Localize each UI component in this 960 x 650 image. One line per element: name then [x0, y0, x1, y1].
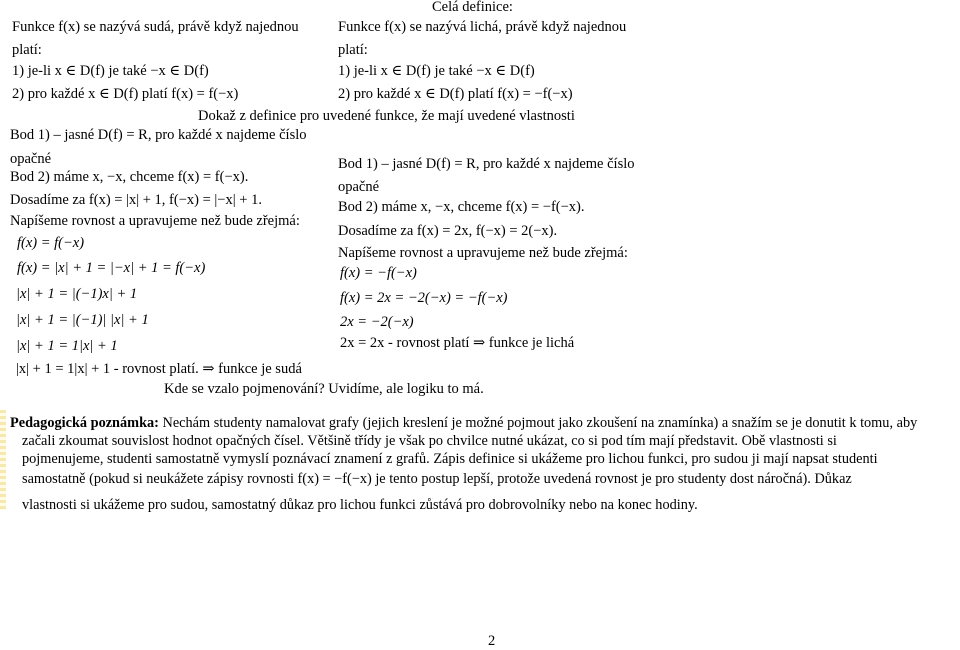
even-def-line1: Funkce f(x) se nazývá sudá, právě když najednou [12, 19, 299, 35]
even-eq4: |x| + 1 = |(−1)| |x| + 1 [16, 312, 149, 328]
odd-def-line1: Funkce f(x) se nazývá lichá, právě když najednou [338, 19, 627, 35]
note-line4: samostatně (pokud si neukážete zápisy rovnosti f(x) = −f(−x) je tento postup lepší, protože uvedená rovnost je pro studenty dost náročná). Důkaz [22, 471, 852, 487]
note-margin-bar [0, 410, 6, 510]
odd-def-line2: platí: [338, 42, 368, 58]
odd-eq3: 2x = −2(−x) [340, 314, 414, 330]
even-dosadime: Dosadíme za f(x) = |x| + 1, f(−x) = |−x| + 1. [10, 192, 262, 208]
even-eq5: |x| + 1 = 1|x| + 1 [16, 338, 118, 354]
note-label: Pedagogická poznámka: [10, 415, 159, 431]
even-eq3: |x| + 1 = |(−1)x| + 1 [16, 286, 138, 302]
odd-def-line3: 1) je-li x ∈ D(f) je také −x ∈ D(f) [338, 63, 535, 79]
page-number: 2 [488, 633, 496, 649]
even-def-line2: platí: [12, 42, 42, 58]
even-def-line4: 2) pro každé x ∈ D(f) platí f(x) = f(−x) [12, 86, 239, 102]
note-line5: vlastnosti si ukážeme pro sudou, samostatný důkaz pro lichou funkci zůstává pro dobrovolníky nebo na konec hodiny. [22, 497, 698, 513]
note-line1-text: Nechám studenty namalovat grafy (jejich kreslení je možné pojmout jako zkoušení na znamínka) a snažím se je donutit k tomu, aby [158, 415, 918, 431]
odd-eq2: f(x) = 2x = −2(−x) = −f(−x) [340, 290, 508, 306]
odd-bod2: Bod 2) máme x, −x, chceme f(x) = −f(−x). [338, 199, 585, 215]
even-def-line3: 1) je-li x ∈ D(f) je také −x ∈ D(f) [12, 63, 209, 79]
heading: Celá definice: [432, 0, 513, 15]
odd-eq1: f(x) = −f(−x) [340, 265, 417, 281]
even-bod1: Bod 1) – jasné D(f) = R, pro každé x najdeme číslo [10, 127, 307, 143]
even-eq2: f(x) = |x| + 1 = |−x| + 1 = f(−x) [17, 260, 206, 276]
even-napiseme: Napíšeme rovnost a upravujeme než bude zřejmá: [10, 213, 300, 229]
closing-text: Kde se vzalo pojmenování? Uvidíme, ale logiku to má. [164, 381, 484, 397]
odd-napiseme: Napíšeme rovnost a upravujeme než bude zřejmá: [338, 245, 628, 261]
note-line3: pojmenujeme, studenti samostatně vymyslí poznávací znamení z grafů. Zápis definice si ukážeme pro lichou funkci, pro sudou ji mají napsat studenti [22, 451, 878, 467]
note-line1 [10, 414, 917, 432]
even-opacne: opačné [10, 151, 52, 167]
odd-opacne: opačné [338, 179, 380, 195]
task-text: Dokaž z definice pro uvedené funkce, že mají uvedené vlastnosti [198, 108, 575, 124]
odd-def-line4: 2) pro každé x ∈ D(f) platí f(x) = −f(−x) [338, 86, 573, 102]
even-bod2: Bod 2) máme x, −x, chceme f(x) = f(−x). [10, 169, 249, 185]
odd-bod1: Bod 1) – jasné D(f) = R, pro každé x najdeme číslo [338, 156, 635, 172]
even-eq1: f(x) = f(−x) [17, 235, 85, 251]
odd-dosadime: Dosadíme za f(x) = 2x, f(−x) = 2(−x). [338, 223, 558, 239]
odd-eq4: 2x = 2x - rovnost platí ⇒ funkce je lichá [340, 335, 575, 351]
even-eq6: |x| + 1 = 1|x| + 1 - rovnost platí. ⇒ funkce je sudá [16, 361, 302, 377]
note-line2: začali zkoumat souvislost hodnot opačných čísel. Většině třídy je však po chvilce nutné ukázat, co si pod tím mají představit. Obě vlastnosti si [22, 433, 837, 449]
